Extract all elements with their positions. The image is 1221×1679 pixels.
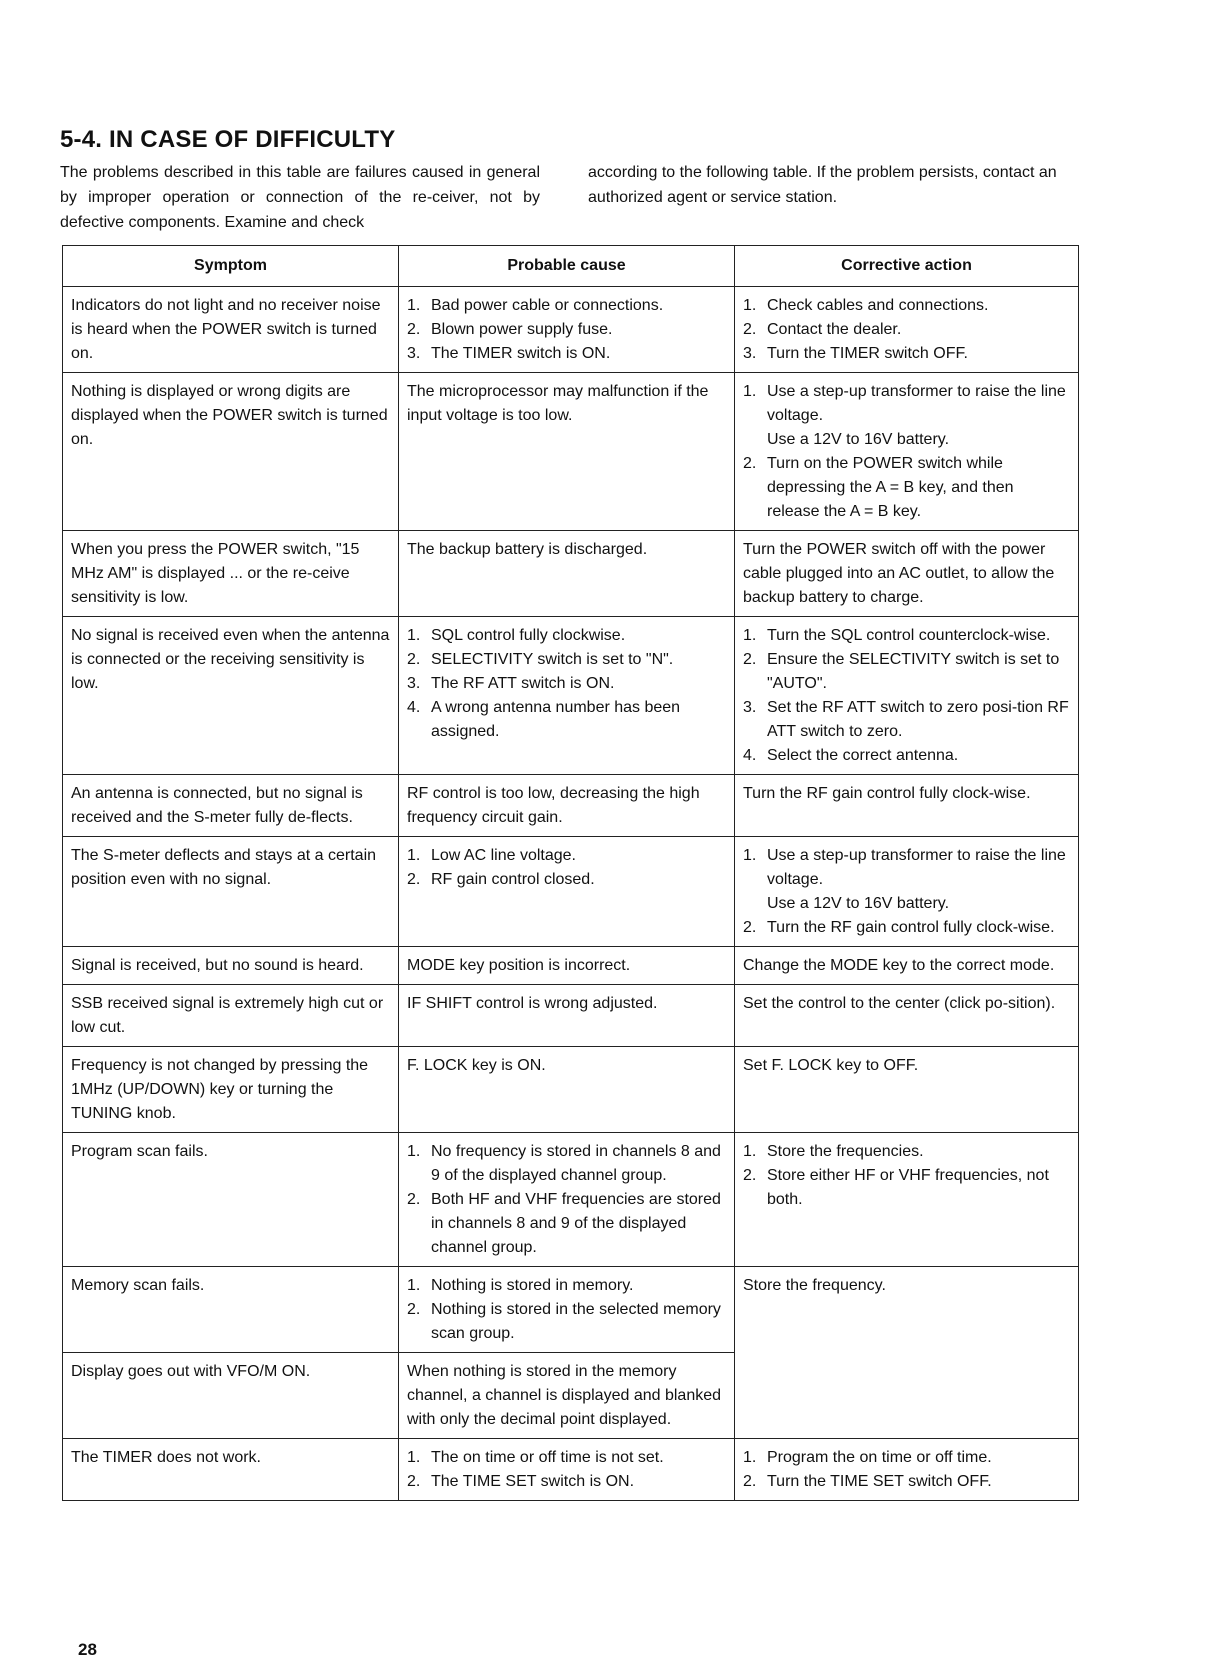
list-item: 1. Program the on time or off time. bbox=[743, 1449, 992, 1466]
list-item: 2. Both HF and VHF frequencies are stored in channels 8 and 9 of the displayed channel group. bbox=[407, 1191, 721, 1256]
cause-cell: F. LOCK key is ON. bbox=[399, 1047, 735, 1133]
action-cell bbox=[735, 617, 1079, 775]
action-cell: Store the frequency. bbox=[735, 1267, 1079, 1353]
list-item: 2. Turn the TIME SET switch OFF. bbox=[743, 1473, 992, 1490]
symptom-cell: Memory scan fails. bbox=[63, 1267, 399, 1353]
cause-cell: The backup battery is discharged. bbox=[399, 531, 735, 617]
list-item: 2. Nothing is stored in the selected memory scan group. bbox=[407, 1301, 721, 1342]
action-list bbox=[743, 624, 1070, 768]
cause-list bbox=[407, 844, 726, 892]
table-row bbox=[63, 373, 1079, 531]
action-list bbox=[743, 1140, 1070, 1212]
list-item: 4. Select the correct antenna. bbox=[743, 747, 959, 764]
symptom-cell: The S-meter deflects and stays at a certain position even with no signal. bbox=[63, 837, 399, 947]
table-row bbox=[63, 947, 1079, 985]
list-item: 3. The RF ATT switch is ON. bbox=[407, 675, 615, 692]
symptom-cell: When you press the POWER switch, "15 MHz AM" is displayed ... or the re-ceive sensitivity is low. bbox=[63, 531, 399, 617]
list-item: 2. Turn on the POWER switch while depressing the A = B key, and then release the A = B key. bbox=[743, 455, 1014, 520]
list-item: 1. SQL control fully clockwise. bbox=[407, 627, 626, 644]
list-item: 2. Store either HF or VHF frequencies, not both. bbox=[743, 1167, 1049, 1208]
table-row bbox=[63, 985, 1079, 1047]
list-item: 1. The on time or off time is not set. bbox=[407, 1449, 664, 1466]
list-item: 2. The TIME SET switch is ON. bbox=[407, 1473, 635, 1490]
list-item: 3. The TIMER switch is ON. bbox=[407, 345, 611, 362]
action-cell bbox=[735, 837, 1079, 947]
cause-cell: When nothing is stored in the memory channel, a channel is displayed and blanked with only the decimal point displayed. bbox=[399, 1353, 735, 1439]
action-cell bbox=[735, 287, 1079, 373]
cause-list bbox=[407, 294, 726, 366]
cause-cell bbox=[399, 837, 735, 947]
header-probable-cause: Probable cause bbox=[399, 246, 735, 287]
table-row bbox=[63, 1267, 1079, 1353]
symptom-cell: Frequency is not changed by pressing the 1MHz (UP/DOWN) key or turning the TUNING knob. bbox=[63, 1047, 399, 1133]
action-cell bbox=[735, 1133, 1079, 1267]
list-item: 1. No frequency is stored in channels 8 and 9 of the displayed channel group. bbox=[407, 1143, 721, 1184]
symptom-cell: Program scan fails. bbox=[63, 1133, 399, 1267]
symptom-cell: The TIMER does not work. bbox=[63, 1439, 399, 1501]
list-item: 3. Turn the TIMER switch OFF. bbox=[743, 345, 968, 362]
table-row bbox=[63, 1439, 1079, 1501]
list-item: 2. SELECTIVITY switch is set to "N". bbox=[407, 651, 674, 668]
intro-text-left: The problems described in this table are failures caused in general by improper operation or connection of the re-ceiver, not by defective components. Examine and check bbox=[60, 164, 540, 231]
cause-cell bbox=[399, 1267, 735, 1353]
cause-list bbox=[407, 624, 726, 744]
header-corrective-action: Corrective action bbox=[735, 246, 1079, 287]
cause-cell: The microprocessor may malfunction if the input voltage is too low. bbox=[399, 373, 735, 531]
cause-cell bbox=[399, 1133, 735, 1267]
action-list bbox=[743, 1446, 1070, 1494]
page-number: 28 bbox=[78, 1640, 97, 1659]
cause-cell: IF SHIFT control is wrong adjusted. bbox=[399, 985, 735, 1047]
troubleshooting-table bbox=[62, 245, 1079, 1501]
cause-cell bbox=[399, 617, 735, 775]
table-row bbox=[63, 775, 1079, 837]
header-symptom: Symptom bbox=[63, 246, 399, 287]
section-title: 5-4. IN CASE OF DIFFICULTY bbox=[60, 126, 396, 153]
cause-list bbox=[407, 1140, 726, 1260]
action-cell: Set the control to the center (click po-sition). bbox=[735, 985, 1079, 1047]
symptom-cell: An antenna is connected, but no signal is received and the S-meter fully de-flects. bbox=[63, 775, 399, 837]
action-cell: Change the MODE key to the correct mode. bbox=[735, 947, 1079, 985]
table-row bbox=[63, 837, 1079, 947]
symptom-cell: SSB received signal is extremely high cut or low cut. bbox=[63, 985, 399, 1047]
list-item: 2. Blown power supply fuse. bbox=[407, 321, 613, 338]
action-list bbox=[743, 844, 1070, 940]
cause-cell bbox=[399, 1439, 735, 1501]
symptom-cell: Display goes out with VFO/M ON. bbox=[63, 1353, 399, 1439]
cause-list bbox=[407, 1446, 726, 1494]
table-row bbox=[63, 531, 1079, 617]
action-cell: Turn the RF gain control fully clock-wise. bbox=[735, 775, 1079, 837]
cause-cell: RF control is too low, decreasing the high frequency circuit gain. bbox=[399, 775, 735, 837]
cause-cell: MODE key position is incorrect. bbox=[399, 947, 735, 985]
table-row bbox=[63, 1353, 1079, 1439]
symptom-cell: No signal is received even when the antenna is connected or the receiving sensitivity is low. bbox=[63, 617, 399, 775]
action-cell bbox=[735, 1439, 1079, 1501]
symptom-cell: Signal is received, but no sound is heard. bbox=[63, 947, 399, 985]
list-item: 1. Low AC line voltage. bbox=[407, 847, 576, 864]
table-row bbox=[63, 1047, 1079, 1133]
list-item: 1. Turn the SQL control counterclock-wise. bbox=[743, 627, 1051, 644]
symptom-cell: Nothing is displayed or wrong digits are displayed when the POWER switch is turned on. bbox=[63, 373, 399, 531]
list-item: 2. Contact the dealer. bbox=[743, 321, 902, 338]
list-item: 4. A wrong antenna number has been assigned. bbox=[407, 699, 681, 740]
list-item: 1. Use a step-up transformer to raise the line voltage. Use a 12V to 16V battery. bbox=[743, 383, 1066, 448]
table-row bbox=[63, 617, 1079, 775]
intro-text-right: according to the following table. If the problem persists, contact an authorized agent or service station. bbox=[588, 164, 1057, 206]
list-item: 1. Check cables and connections. bbox=[743, 297, 989, 314]
cause-list bbox=[407, 1274, 726, 1346]
action-cell bbox=[735, 1353, 1079, 1439]
table-row bbox=[63, 287, 1079, 373]
table-header-row bbox=[63, 246, 1079, 287]
list-item: 3. Set the RF ATT switch to zero posi-tion RF ATT switch to zero. bbox=[743, 699, 1069, 740]
list-item: 2. Turn the RF gain control fully clock-wise. bbox=[743, 919, 1055, 936]
action-list bbox=[743, 294, 1070, 366]
action-list bbox=[743, 380, 1070, 524]
list-item: 1. Store the frequencies. bbox=[743, 1143, 924, 1160]
action-cell: Turn the POWER switch off with the power cable plugged into an AC outlet, to allow the backup battery to charge. bbox=[735, 531, 1079, 617]
list-item: 1. Nothing is stored in memory. bbox=[407, 1277, 634, 1294]
list-item: 1. Use a step-up transformer to raise the line voltage. Use a 12V to 16V battery. bbox=[743, 847, 1066, 912]
list-item: 2. Ensure the SELECTIVITY switch is set to "AUTO". bbox=[743, 651, 1060, 692]
list-item: 2. RF gain control closed. bbox=[407, 871, 595, 888]
list-item: 1. Bad power cable or connections. bbox=[407, 297, 664, 314]
cause-cell bbox=[399, 287, 735, 373]
symptom-cell: Indicators do not light and no receiver noise is heard when the POWER switch is turned on. bbox=[63, 287, 399, 373]
action-cell bbox=[735, 373, 1079, 531]
table-row bbox=[63, 1133, 1079, 1267]
action-cell: Set F. LOCK key to OFF. bbox=[735, 1047, 1079, 1133]
